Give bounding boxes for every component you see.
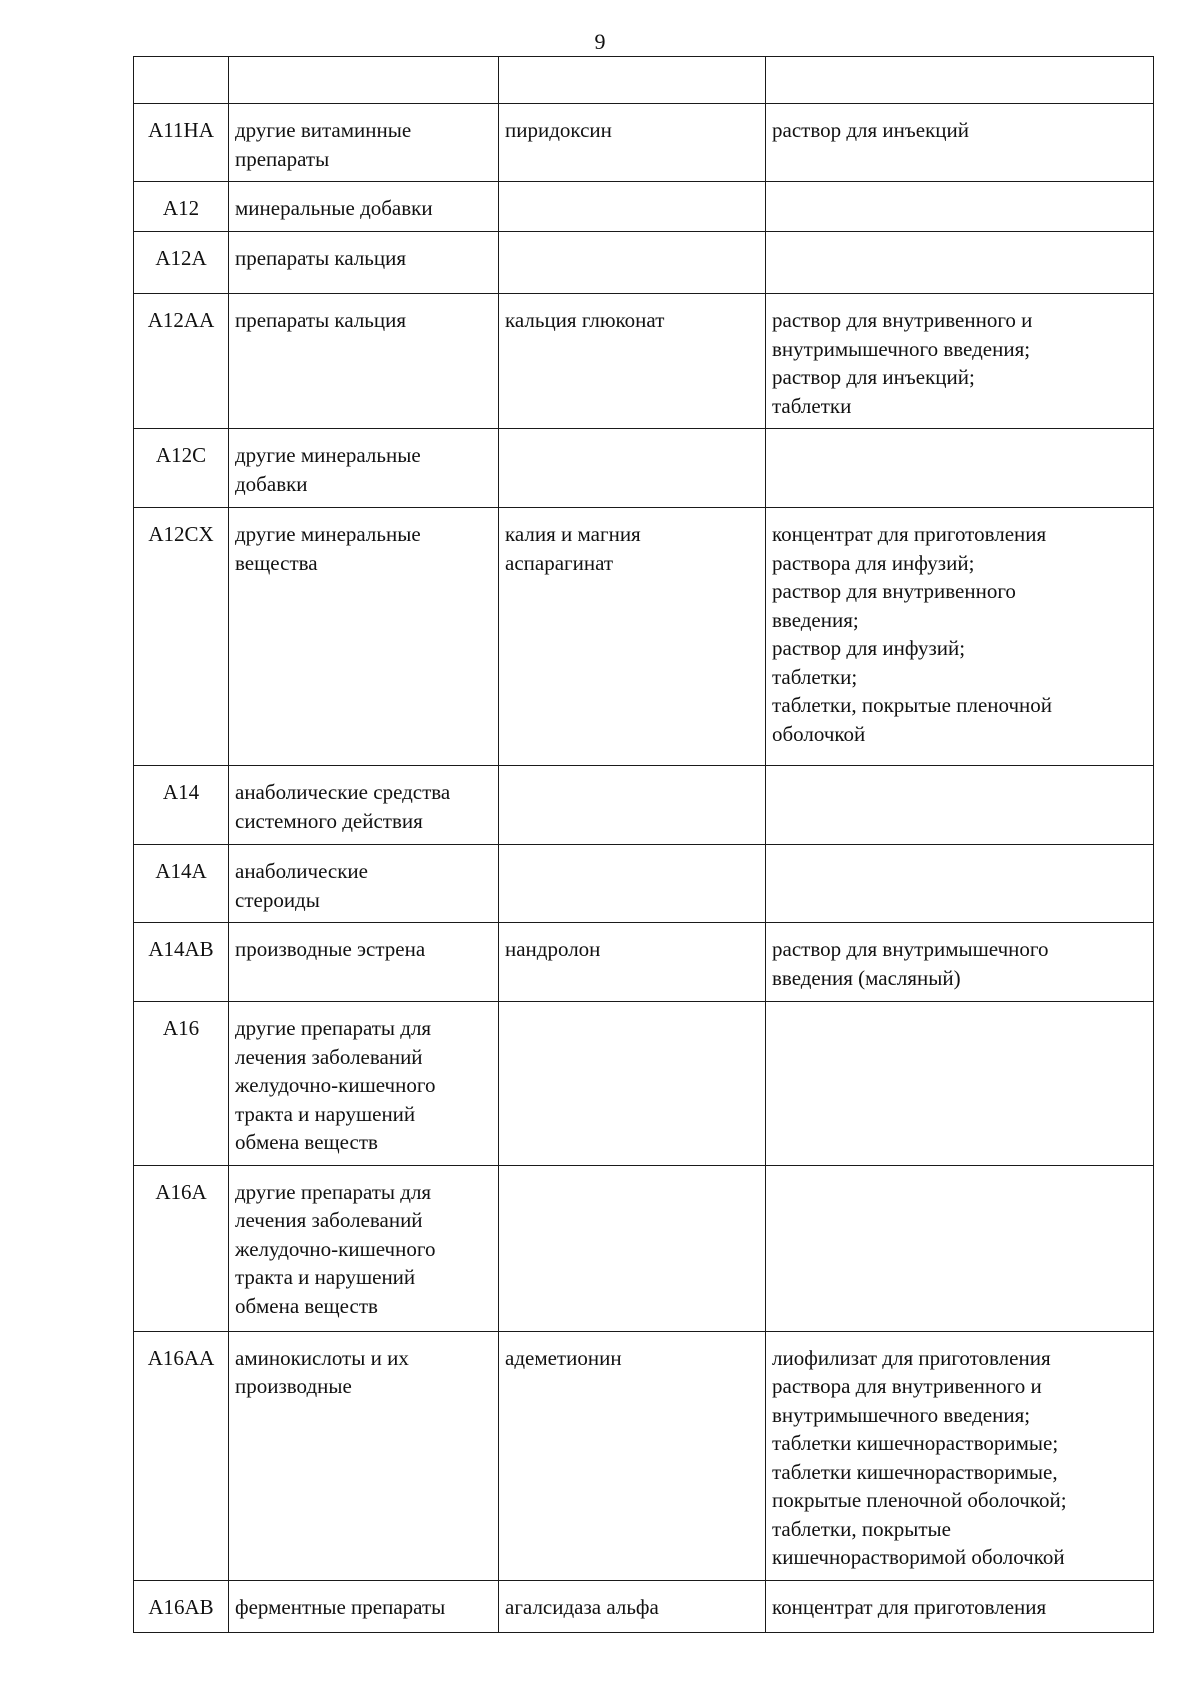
group-cell: другие минеральные добавки bbox=[229, 429, 499, 508]
form-cell: раствор для внутримышечного введения (масляный) bbox=[766, 923, 1154, 1002]
form-cell: раствор для внутривенного и внутримышечного введения; раствор для инъекций; таблетки bbox=[766, 294, 1154, 429]
group-cell: другие препараты для лечения заболеваний желудочно-кишечного тракта и нарушений обмена веществ bbox=[229, 1002, 499, 1166]
group-cell: ферментные препараты bbox=[229, 1580, 499, 1632]
table-row bbox=[134, 1165, 1154, 1331]
drug-cell bbox=[499, 429, 766, 508]
table-row bbox=[134, 923, 1154, 1002]
group-cell: минеральные добавки bbox=[229, 182, 499, 232]
drug-list-table bbox=[133, 56, 1154, 1633]
table-row bbox=[134, 508, 1154, 766]
group-cell: производные эстрена bbox=[229, 923, 499, 1002]
table-header-row bbox=[134, 57, 1154, 104]
form-cell: раствор для инъекций bbox=[766, 104, 1154, 182]
group-cell: другие минеральные вещества bbox=[229, 508, 499, 766]
atc-code-cell bbox=[134, 57, 229, 104]
group-cell: препараты кальция bbox=[229, 294, 499, 429]
form-cell bbox=[766, 182, 1154, 232]
group-cell: анаболические средства системного действия bbox=[229, 766, 499, 845]
table-row bbox=[134, 1331, 1154, 1580]
table-row bbox=[134, 232, 1154, 294]
table-row bbox=[134, 429, 1154, 508]
drug-cell: калия и магния аспарагинат bbox=[499, 508, 766, 766]
atc-code-cell: A16AA bbox=[134, 1331, 229, 1580]
atc-code-cell: A14AB bbox=[134, 923, 229, 1002]
atc-code-cell: A12 bbox=[134, 182, 229, 232]
group-cell: другие препараты для лечения заболеваний желудочно-кишечного тракта и нарушений обмена веществ bbox=[229, 1165, 499, 1331]
atc-code-cell: A12AA bbox=[134, 294, 229, 429]
form-cell: лиофилизат для приготовления раствора для внутривенного и внутримышечного введения; таблетки кишечнорастворимые; таблетки кишечнорастворимые, покрытые пленочной оболочкой; таблетки, покрытые кишечнорастворимой оболочкой bbox=[766, 1331, 1154, 1580]
form-cell bbox=[766, 1002, 1154, 1166]
table-row bbox=[134, 1002, 1154, 1166]
table-row bbox=[134, 766, 1154, 845]
drug-cell bbox=[499, 232, 766, 294]
atc-code-cell: A16 bbox=[134, 1002, 229, 1166]
form-cell bbox=[766, 1165, 1154, 1331]
page-number: 9 bbox=[594, 29, 606, 54]
form-cell bbox=[766, 57, 1154, 104]
atc-code-cell: A12C bbox=[134, 429, 229, 508]
form-cell bbox=[766, 429, 1154, 508]
drug-cell bbox=[499, 1165, 766, 1331]
group-cell: другие витаминные препараты bbox=[229, 104, 499, 182]
table-row bbox=[134, 104, 1154, 182]
table-row bbox=[134, 845, 1154, 923]
drug-cell: адеметионин bbox=[499, 1331, 766, 1580]
form-cell: концентрат для приготовления bbox=[766, 1580, 1154, 1632]
atc-code-cell: A16AB bbox=[134, 1580, 229, 1632]
atc-code-cell: A11HA bbox=[134, 104, 229, 182]
drug-cell: агалсидаза альфа bbox=[499, 1580, 766, 1632]
atc-code-cell: A14 bbox=[134, 766, 229, 845]
form-cell bbox=[766, 232, 1154, 294]
drug-cell bbox=[499, 766, 766, 845]
group-cell bbox=[229, 57, 499, 104]
drug-cell: пиридоксин bbox=[499, 104, 766, 182]
form-cell bbox=[766, 845, 1154, 923]
drug-cell: нандролон bbox=[499, 923, 766, 1002]
group-cell: препараты кальция bbox=[229, 232, 499, 294]
group-cell: аминокислоты и их производные bbox=[229, 1331, 499, 1580]
atc-code-cell: A12A bbox=[134, 232, 229, 294]
table-row bbox=[134, 1580, 1154, 1632]
form-cell: концентрат для приготовления раствора для инфузий; раствор для внутривенного введения; раствор для инфузий; таблетки; таблетки, покрытые пленочной оболочкой bbox=[766, 508, 1154, 766]
drug-cell bbox=[499, 845, 766, 923]
atc-code-cell: A14A bbox=[134, 845, 229, 923]
drug-cell bbox=[499, 182, 766, 232]
table-row bbox=[134, 294, 1154, 429]
drug-cell: кальция глюконат bbox=[499, 294, 766, 429]
form-cell bbox=[766, 766, 1154, 845]
atc-code-cell: A12CX bbox=[134, 508, 229, 766]
drug-cell bbox=[499, 1002, 766, 1166]
table-row bbox=[134, 182, 1154, 232]
atc-code-cell: A16A bbox=[134, 1165, 229, 1331]
group-cell: анаболические стероиды bbox=[229, 845, 499, 923]
drug-cell bbox=[499, 57, 766, 104]
